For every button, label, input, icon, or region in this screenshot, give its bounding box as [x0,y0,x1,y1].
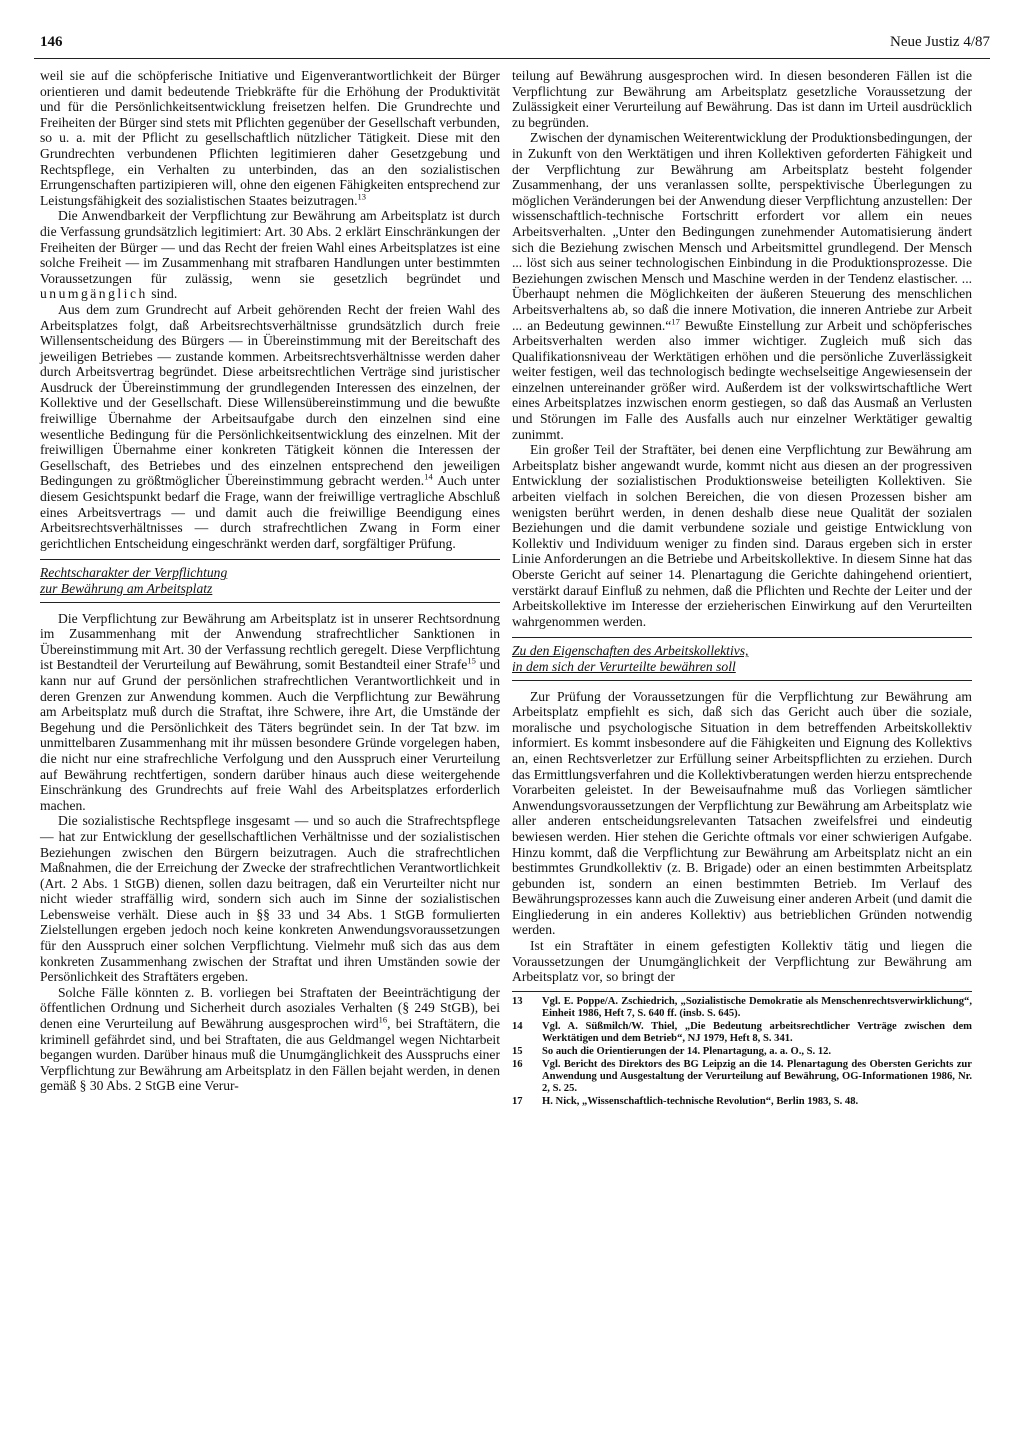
paragraph: Solche Fälle könnten z. B. vorliegen bei Straftaten der Beeinträchtigung der öffentlichen Ordnung und Sicherheit durch asoziales Verhalten (§ 249 StGB), bei denen eine Verurteilung auf Bewährung ausgesprochen wird$^{16}$, bei Straftätern, die kriminell gefährdet sind, und bei Straftaten, die aus Geldmangel wegen Nichtarbeit begangen wurden. Darüber hinaus muß die Unumgänglichkeit des Ausspruchs einer Verpflichtung zur Bewährung am Arbeitsplatz in den Fällen bejaht werden, in denen gemäß § 30 Abs. 2 StGB eine Verur- [40,984,501,1094]
section-heading [512,637,972,680]
footnote: 16 Vgl. Bericht des Direktors des BG Leipzig an die 14. Plenartagung des Obersten Gerichts zur Anwendung und Ausgestaltung der Verurteilung auf Bewährung, OG-Informationen 1986, Nr. 2, S. 25. [512,1058,972,1094]
left-column [40,68,500,1094]
paragraph: Ein großer Teil der Straftäter, bei denen eine Verpflichtung zur Bewährung am Arbeitsplatz bisher angewandt wurde, kommt nicht aus diesen an der progressiven Entwicklung der sozialistischen Produktionsweise beteiligten Kollektiven. Sie arbeiten vielfach in solchen Bereichen, die von diesen Prozessen bisher am wenigsten berührt werden, in denen deshalb diese neue Qualität der sozialen Beziehungen und die damit verbundene soziale und geistige Entwicklung von Kollektiv und Individuum weniger zu finden sind. Daraus ergeben sich in erster Linie Anforderungen an die Betriebe und Arbeitskollektive. In diesem Sinne hat das Oberste Gericht auf seiner 14. Plenartagung die Gerichte dahingehend orientiert, verstärkt darauf Einfluß zu nehmen, daß die Pflichten und Rechte der Leiter und der Arbeitskollektive im Interesse der erzieherischen Einwirkung auf den Verurteilten wahrgenommen werden. [512,442,972,629]
emphasized-word: unumgänglich [40,286,148,302]
section-heading [40,559,500,602]
footnote-ref[interactable]: 16 [378,1014,388,1025]
footnote: 17 H. Nick, „Wissenschaftlich-technische Revolution“, Berlin 1983, S. 48. [512,1095,859,1107]
paragraph: Zwischen der dynamischen Weiterentwicklung der Produktionsbedingungen, der in Zukunft von den Werktätigen und ihren Kollektiven geforderten Fähigkeit und der Verpflichtung zur Bewährung am Arbeitsplatz besteht folgender Zusammenhang, der uns veranlassen sollte, perspektivische Überlegungen zu möglichen Veränderungen bei der Anwendung dieser Verpflichtung anzustellen: Der wissenschaftlich-technische Fortschritt erfordert vor allem ein neues Arbeitsverhalten. „Unter den Bedingungen zunehmender Automatisierung ändert sich die Beziehung zwischen Mensch und Arbeitsmittel grundlegend. Der Mensch ... löst sich aus seiner technologischen Einbindung in die Produktionsprozesse. Die Beziehungen zwischen Mensch und Maschine werden in der Tendenz elastischer. ... Überhaupt nehmen die Möglichkeiten der äußeren Steuerung des menschlichen Arbeitsverhaltens ab, so daß die innere Motivation, die inneren Antriebe zur Arbeit ... an Bedeutung gewinnen.“$^{17}$ Bewußte Einstellung zur Arbeit und schöpferisches Arbeitsverhalten werden also immer wichtiger. Zugleich muß sich das Qualifikationsniveau der Werktätigen erhöhen und die persönliche Zuverlässigkeit weiter festigen, weil das technologisch bedingte wechselseitige Angewiesensein der einzelnen untereinander größer wird. Außerdem ist der volkswirtschaftliche Wert eines Arbeitsplatzes inzwischen enorm gestiegen, so daß das Ausmaß an Verlusten und Störungen im Falle des Ausfalls auch nur einzelner Werktätiger gewaltig zunimmt. [512,130,972,442]
paragraph: Aus dem zum Grundrecht auf Arbeit gehörenden Recht der freien Wahl des Arbeitsplatzes folgt, daß Arbeitsrechtsverhältnisse grundsätzlich durch freie Willensentscheidung des Bürgers — in Übereinstimmung mit der Bereitschaft des jeweiligen Betriebes — zustande kommen. Arbeitsrechtsverhältnisse werden daher durch Arbeitsvertrag begründet. Diese arbeitsrechtlichen Verträge sind juristischer Ausdruck der Übereinstimmung der grundlegenden Interessen des einzelnen, der Kollektive und der Gesellschaft. Diese Willensübereinstimmung und die bewußte freiwillige Übernahme der Arbeitsaufgabe durch den einzelnen sind eine wesentliche Bedingung für die Persönlichkeitsentwicklung des einzelnen. Mit der freiwilligen Übernahme einer konkreten Tätigkeit können die Interessen der Gesellschaft, des Betriebes und des einzelnen entsprechend den jeweiligen Bedingungen zu größtmöglicher Übereinstimmung gebracht werden.$^{14}$ Auch unter diesem Gesichtspunkt bedarf die Frage, wann der freiwillige vertragliche Abschluß eines Arbeitsvertrags — und damit auch die freiwillige Beendigung eines Arbeitsrechtsverhältnisses — durch strafrechtlichen Zwang in Form einer gerichtlichen Entscheidung eingeschränkt werden darf, sorgfältiger Prüfung. [40,301,501,551]
footnote-rule [512,991,972,992]
paragraph: Die Verpflichtung zur Bewährung am Arbeitsplatz ist in unserer Rechtsordnung im Zusammenhang mit der Anwendung strafrechtlicher Sanktionen in Übereinstimmung mit Art. 30 der Verfassung rechtlich geregelt. Diese Verpflichtung ist Bestandteil der Verurteilung auf Bewährung, somit Bestandteil einer Strafe$^{15}$ und kann nur auf Grund der persönlichen strafrechtlichen Verantwortlichkeit und in deren Grenzen zur Anwendung kommen. Auch die Verpflichtung zur Bewährung am Arbeitsplatz muß durch die Straftat, ihre Schwere, ihre Art, die Umstände der Begehung und die Persönlichkeit des Täters begründet sein. In der Tat bzw. im unmittelbaren Zusammenhang mit ihr müssen besondere Gründe vorgelegen haben, die nicht nur eine strafrechliche Verfolgung und den Ausspruch einer Verurteilung auf Bewährung rechtfertigen, sondern darüber hinaus auch diese weitergehende Einschränkung des Grundrechts auf freie Wahl des Arbeitsplatzes erforderlich machen. [40,610,500,813]
paragraph: weil sie auf die schöpferische Initiative und Eigenverantwortlichkeit der Bürger orientieren und damit bedeutende Triebkräfte für die Erhöhung der Produktivität und für die Persönlichkeitsentwicklung freisetzen helfen. Die Grundrechte und Freiheiten der Bürger sind stets mit Pflichten gegenüber der Gesellschaft verbunden, so u. a. mit der Pflicht zu gesellschaftlich nützlicher Tätigkeit. Diese mit den Grundrechten verbundenen Pflichten legitimieren daher Gesetzgebung und Rechtspflege, ein Verhalten zu unterbinden, das an den sozialistischen Errungenschaften partizipieren will, ohne den eigenen Fähigkeiten entsprechend zur Leistungsfähigkeit des sozialistischen Staates beizutragen.$^{13}$ [40,68,500,208]
footnote-ref[interactable]: 13 [357,191,366,202]
header-rule [34,58,990,59]
paragraph: Zur Prüfung der Voraussetzungen für die Verpflichtung zur Bewährung am Arbeitsplatz empfiehlt es sich, daß sich das Gericht auch über die soziale, moralische und psychologische Situation in dem betreffenden Arbeitskollektiv informiert. Es kommt insbesondere auf die Fähigkeiten und Eignung des Kollektivs an, einen Rechtsverletzer zur Erfüllung seiner Arbeitspflichten zu erziehen. Durch das Ermittlungsverfahren und die Kollektivberatungen werden hierzu entsprechende Vorarbeiten geleistet. In der Beweisaufnahme muß das Vorliegen sämtlicher Anwendungsvoraussetzungen der Verpflichtung zur Bewährung am Arbeitsplatz wie aller anderen entscheidungsrelevanten Tatsachen zweifelsfrei und eindeutig bewiesen werden. Hier stehen die Gerichte oftmals vor einer schwierigen Aufgabe. Hinzu kommt, daß die Verpflichtung zur Bewährung am Arbeitsplatz nicht an ein bestimmtes Grundkollektiv (z. B. Brigade) oder an einen bestimmten Arbeitsplatz gebunden ist, sondern an einen bestimmten Betrieb. Im Verlauf des Bewährungsprozesses kann auch die Zuweisung einer anderen Arbeit (und damit die Eingliederung in ein anderes Kollektiv) aus betrieblichen Gründen notwendig werden. [512,688,972,938]
section-heading-line: zur Bewährung am Arbeitsplatz [40,581,213,596]
right-column [512,68,972,1109]
section-heading-line: in dem sich der Verurteilte bewähren soll [512,658,736,674]
footnote: 15 So auch die Orientierungen der 14. Plenartagung, a. a. O., S. 12. [512,1045,832,1057]
paragraph: teilung auf Bewährung ausgesprochen wird. In diesen besonderen Fällen ist die Verpflichtung zur Bewährung am Arbeitsplatz gesetzliche Voraussetzung der Zulässigkeit einer Verurteilung auf Bewährung. Das ist dann im Urteil ausdrücklich zu begründen. [512,68,972,130]
paragraph: Die Anwendbarkeit der Verpflichtung zur Bewährung am Arbeitsplatz ist durch die Verfassung grundsätzlich legitimiert: Art. 30 Abs. 2 erklärt Einschränkungen der Freiheiten der Bürger — und das Recht der freien Wahl eines Arbeitsplatzes ist eine solche Freiheit — im Zusammenhang mit strafbaren Handlungen unter bestimmten Voraussetzungen für zulässig, wenn sie gesetzlich begründet und unumgänglich sind. [40,208,500,302]
paragraph: Die sozialistische Rechtspflege insgesamt — und so auch die Strafrechtspflege — hat zur Entwicklung der gesellschaftlichen Verhältnisse und der sozialistischen Beziehungen zwischen den Bürgern beizutragen. Auch die strafrechtlichen Maßnahmen, die der Erreichung der Zwecke der strafrechtlichen Verantwortlichkeit (Art. 2 Abs. 1 StGB) dienen, sollen dazu beitragen, daß ein Verurteilter nicht nur nicht wieder straffällig wird, sondern sich auch im Sinne der sozialistischen Lebensweise verhält. Diese auch in §§ 33 und 34 Abs. 1 StGB formulierten Zielstellungen ergeben jedoch noch keine konkreten Anwendungsvoraussetzungen für den Ausspruch einer solchen Verpflichtung. Vielmehr muß sich das aus dem konkreten Zusammenhang zwischen der Straftat und ihren Umständen sowie der Persönlichkeit des Straftäters ergeben. [40,813,500,985]
footnotes [512,996,972,1108]
footnote-ref[interactable]: 15 [467,655,476,666]
footnote: 13 Vgl. E. Poppe/A. Zschiedrich, „Sozialistische Demokratie als Menschenrechtsverwirklichung“, Einheit 1986, Heft 7, S. 640 ff. (insb. S. 645). [512,995,972,1019]
footnote-ref[interactable]: 17 [671,315,680,326]
footnote-ref[interactable]: 14 [424,471,433,482]
page-header [34,34,990,56]
journal-issue: Neue Justiz 4/87 [890,34,990,50]
footnote: 14 Vgl. A. Süßmilch/W. Thiel, „Die Bedeutung arbeitsrechtlicher Verträge zwischen dem Werktätigen und dem Betrieb“, NJ 1979, Heft 8, S. 341. [512,1020,972,1044]
section-heading-line: Zu den Eigenschaften des Arbeitskollektivs, [512,643,749,659]
section-heading-line: Rechtscharakter der Verpflichtung [40,565,228,581]
page-number: 146 [40,34,63,50]
paragraph: Ist ein Straftäter in einem gefestigten Kollektiv tätig und liegen die Voraussetzungen der Unumgänglichkeit der Verpflichtung zur Bewährung am Arbeitsplatz vor, so bringt der [512,938,972,985]
